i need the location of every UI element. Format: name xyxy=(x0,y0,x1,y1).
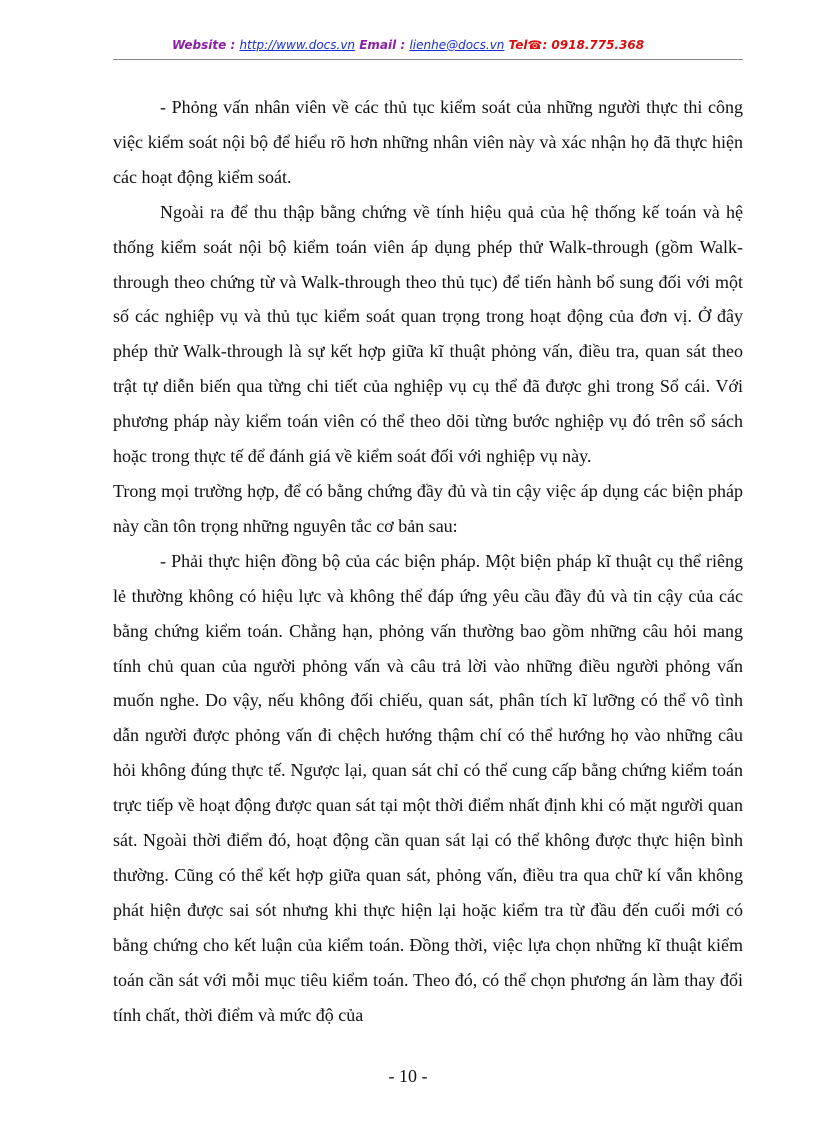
paragraph: - Phỏng vấn nhân viên về các thủ tục kiểm soát của những người thực thi công việc kiểm soát nội bộ để hiểu rõ hơn những nhân viên này và xác nhận họ đã thực hiện các hoạt động kiểm soát. xyxy=(113,97,743,187)
paragraph: Ngoài ra để thu thập bằng chứng về tính hiệu quả của hệ thống kế toán và hệ thống kiểm soát nội bộ kiểm toán viên áp dụng phép thử Walk-through (gồm Walk-through theo chứng từ và Walk-through theo thủ tục) để tiến hành bổ sung đối với một số các nghiệp vụ và thủ tục kiểm soát quan trọng trong hoạt động của đơn vị. Ở đây phép thử Walk-through là sự kết hợp giữa kĩ thuật phỏng vấn, điều tra, quan sát theo trật tự diễn biến qua từng chi tiết của nghiệp vụ cụ thể đã được ghi trong Sổ cái. Với phương pháp này kiểm toán viên có thể theo dõi từng bước nghiệp vụ đó trên sổ sách hoặc trong thực tế để đánh giá về kiểm soát đối với nghiệp vụ này. xyxy=(113,201,743,467)
body-text xyxy=(113,90,743,1032)
phone-icon: ☎ xyxy=(527,38,543,52)
paragraph: Trong mọi trường hợp, để có bằng chứng đầy đủ và tin cậy việc áp dụng các biện pháp này cần tôn trọng những nguyên tắc cơ bản sau: xyxy=(113,480,743,536)
paragraph: - Phải thực hiện đồng bộ của các biện pháp. Một biện pháp kĩ thuật cụ thể riêng lẻ thường không có hiệu lực và không thể đáp ứng yêu cầu đầy đủ và tin cậy của các bằng chứng kiểm toán. Chẳng hạn, phỏng vấn thường bao gồm những câu hỏi mang tính chủ quan của người phỏng vấn và câu trả lời vào những điều người phỏng vấn muốn nghe. Do vậy, nếu không đối chiếu, quan sát, phân tích kĩ lưỡng có thể vô tình dẫn người được phỏng vấn đi chệch hướng thậm chí có thể hướng họ vào những câu hỏi không đúng thực tế. Ngược lại, quan sát chỉ có thể cung cấp bằng chứng kiểm toán trực tiếp về hoạt động được quan sát tại một thời điểm nhất định khi có mặt người quan sát. Ngoài thời điểm đó, hoạt động cần quan sát lại có thể không được thực hiện bình thường. Cũng có thể kết hợp giữa quan sát, phỏng vấn, điều tra qua chữ kí vẫn không phát hiện được sai sót nhưng khi thực hiện lại hoặc kiểm tra từ đầu đến cuối mới có bằng chứng cho kết luận của kiểm toán. Đồng thời, việc lựa chọn những kĩ thuật kiểm toán cần sát với mỗi mục tiêu kiểm toán. Theo đó, có thể chọn phương án làm thay đổi tính chất, thời điểm và mức độ của xyxy=(113,550,743,1025)
tel-label: Tel xyxy=(508,38,528,52)
page-number: - 10 - xyxy=(388,1066,428,1086)
website-label: Website : xyxy=(171,38,236,52)
website-link[interactable]: http://www.docs.vn xyxy=(239,38,356,52)
page-header xyxy=(0,38,816,60)
phone-number: : 0918.775.368 xyxy=(542,38,645,52)
email-label: Email : xyxy=(359,38,406,52)
header-divider xyxy=(113,59,743,60)
email-link[interactable]: lienhe@docs.vn xyxy=(409,38,505,52)
